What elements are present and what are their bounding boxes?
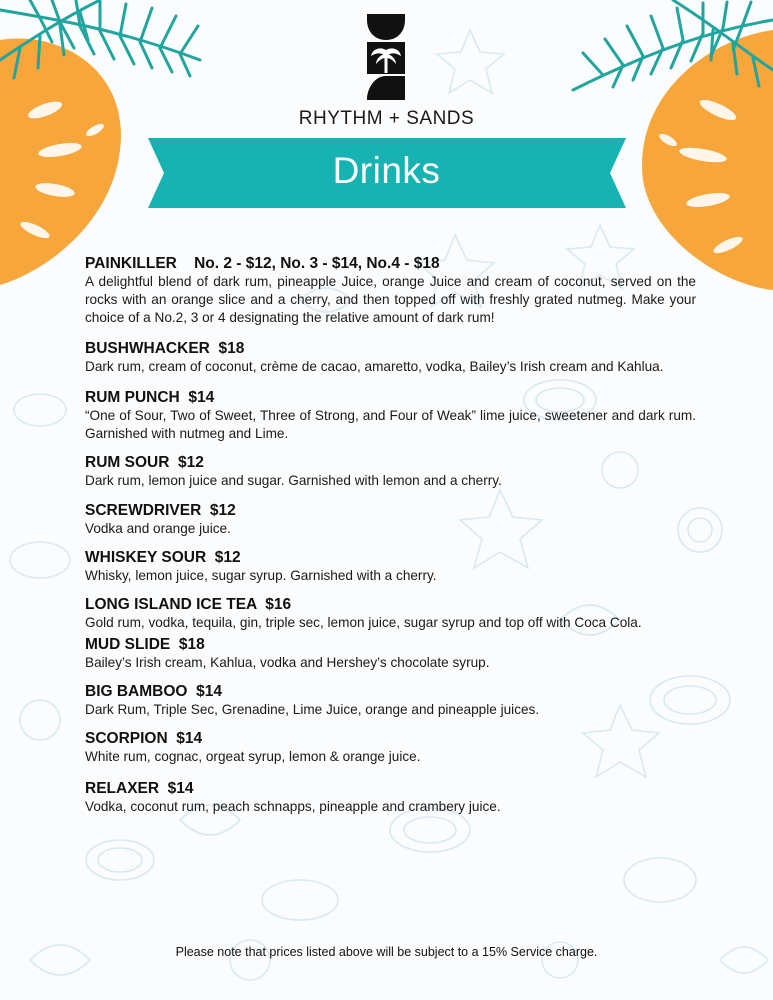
item-title: SCREWDRIVER $12 bbox=[85, 502, 236, 519]
item-description: Dark rum, cream of coconut, crème de cacao, amaretto, vodka, Bailey’s Irish cream and Kahlua. bbox=[85, 359, 664, 374]
item-title: BIG BAMBOO $14 bbox=[85, 683, 222, 700]
item-description: A delightful blend of dark rum, pineapple Juice, orange Juice and cream of coconut, served on the rocks with an orange slice and a cherry, and then topped off with freshly grated nutmeg. Make your choice of a No.2, 3 or 4 designating the relative amount of dark rum! bbox=[85, 274, 696, 325]
menu-item-bushwhacker bbox=[85, 339, 696, 376]
menu-item-rum-punch bbox=[85, 388, 696, 443]
menu-item-scorpion bbox=[85, 729, 696, 766]
drinks-menu bbox=[85, 254, 696, 816]
item-title: MUD SLIDE $18 bbox=[85, 636, 205, 653]
menu-item-rum-sour bbox=[85, 453, 696, 490]
service-charge-note: Please note that prices listed above will be subject to a 15% Service charge. bbox=[175, 945, 598, 959]
item-description: Dark rum, lemon juice and sugar. Garnished with lemon and a cherry. bbox=[85, 473, 502, 488]
item-description: Vodka and orange juice. bbox=[85, 521, 231, 536]
menu-item-relaxer bbox=[85, 779, 696, 816]
item-title: BUSHWHACKER $18 bbox=[85, 340, 245, 357]
menu-item-screwdriver bbox=[85, 501, 696, 538]
page-title: Drinks bbox=[332, 150, 441, 191]
item-title: RUM SOUR $12 bbox=[85, 454, 204, 471]
item-description: Gold rum, vodka, tequila, gin, triple sec, lemon juice, sugar syrup and top off with Coca Cola. bbox=[85, 615, 642, 630]
item-description: Bailey’s Irish cream, Kahlua, vodka and Hershey’s chocolate syrup. bbox=[85, 655, 490, 670]
item-title: WHISKEY SOUR $12 bbox=[85, 549, 241, 566]
item-description: White rum, cognac, orgeat syrup, lemon & orange juice. bbox=[85, 749, 421, 764]
item-description: Whisky, lemon juice, sugar syrup. Garnished with a cherry. bbox=[85, 568, 437, 583]
item-title: SCORPION $14 bbox=[85, 730, 203, 747]
item-description: Dark Rum, Triple Sec, Grenadine, Lime Juice, orange and pineapple juices. bbox=[85, 702, 540, 717]
menu-item-painkiller bbox=[85, 254, 696, 327]
item-title: PAINKILLER No. 2 - $12, No. 3 - $14, No.4 - $18 bbox=[85, 255, 440, 272]
menu-item-mud-slide bbox=[85, 635, 696, 672]
menu-item-whiskey-sour bbox=[85, 548, 696, 585]
item-description: “One of Sour, Two of Sweet, Three of Strong, and Four of Weak” lime juice, sweetener and dark rum. Garnished with nutmeg and Lime. bbox=[85, 408, 696, 441]
item-description: Vodka, coconut rum, peach schnapps, pineapple and crambery juice. bbox=[85, 799, 501, 814]
item-title: RELAXER $14 bbox=[85, 780, 194, 797]
item-title: LONG ISLAND ICE TEA $16 bbox=[85, 596, 292, 613]
item-title: RUM PUNCH $14 bbox=[85, 389, 215, 406]
brand-name: RHYTHM + SANDS bbox=[298, 108, 475, 129]
logo-icon bbox=[363, 14, 409, 100]
menu-item-big-bamboo bbox=[85, 682, 696, 719]
menu-item-long-island-ice-tea bbox=[85, 595, 696, 632]
